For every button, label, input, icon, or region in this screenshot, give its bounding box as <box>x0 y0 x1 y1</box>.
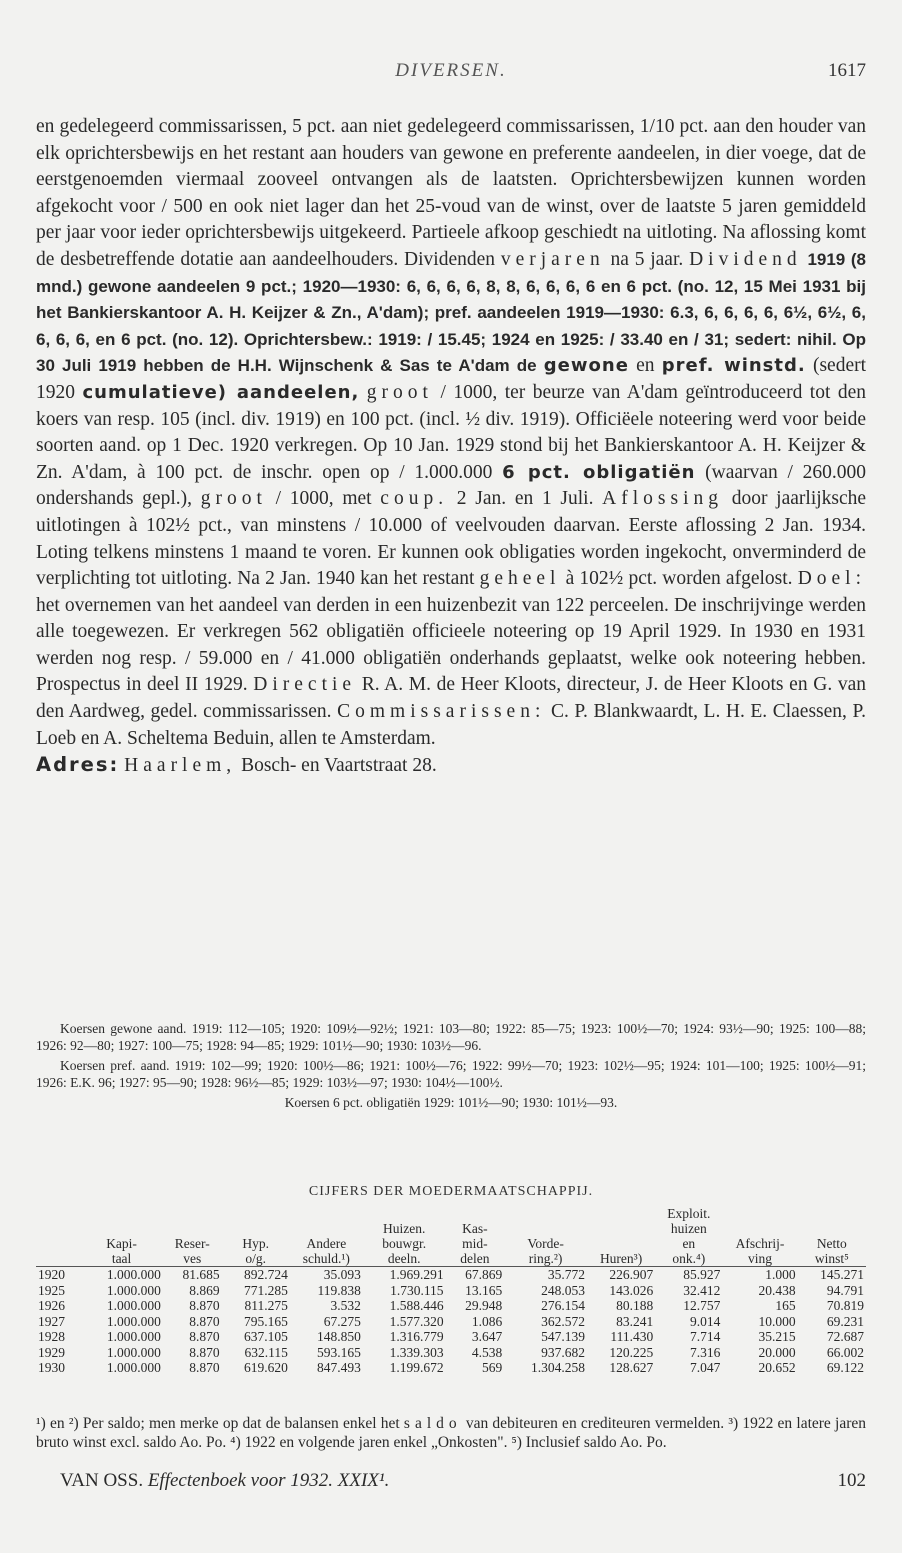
table-header-row <box>36 1206 866 1267</box>
table-cell: 69.122 <box>826 1360 864 1375</box>
row-year: 1928 <box>38 1329 65 1344</box>
text-run: C. P. Blankwaardt, L. H. E. Claessen, P. Loeb en A. Scheltema Beduin, allen te Amsterdam. <box>36 701 867 749</box>
spaced-term: coup. <box>380 488 449 510</box>
table-cell: 1.086 <box>471 1313 503 1329</box>
table-cell: 35.093 <box>323 1267 361 1282</box>
price-gewone <box>36 1020 866 1054</box>
table-cell: 165 <box>775 1298 796 1313</box>
table-cell: 29.948 <box>465 1298 503 1313</box>
volume: XXIX¹. <box>337 1470 390 1491</box>
price-oblig <box>36 1094 866 1111</box>
table-cell: 80.188 <box>616 1298 654 1313</box>
table-row <box>36 1298 866 1314</box>
text-run: à 102½ pct. worden afgelost. <box>565 568 793 590</box>
publisher: VAN OSS. <box>60 1470 144 1491</box>
column-header: Reser- ves <box>163 1206 222 1267</box>
page-footer <box>60 1470 866 1496</box>
table-cell: 1.000.000 <box>106 1344 161 1360</box>
table-cell: 4.538 <box>471 1344 503 1360</box>
table-row <box>36 1283 866 1299</box>
table-cell: 1.000.000 <box>106 1329 161 1344</box>
price-gewone-title: Koersen gewone aand. <box>60 1021 187 1036</box>
spaced-term: geheel <box>479 568 561 590</box>
column-header: Vorde- ring.²) <box>504 1206 587 1267</box>
table-cell: 1.000.000 <box>106 1313 161 1329</box>
text-run: R. A. M. de Heer Kloots, directeur, J. de Heer Kloots en G. van den Aardweg, gedel. commissarissen. <box>36 674 866 723</box>
table-cell: 35.772 <box>547 1267 585 1282</box>
table-cell: 1.577.320 <box>389 1313 444 1329</box>
column-header: Exploit. huizen en onk.⁴) <box>655 1206 722 1267</box>
row-year: 1925 <box>38 1282 65 1298</box>
table-cell: 795.165 <box>243 1313 288 1329</box>
table-cell: 7.316 <box>690 1344 721 1360</box>
row-year: 1929 <box>38 1344 65 1360</box>
table-cell: 3.647 <box>471 1329 503 1344</box>
table-cell: 248.053 <box>541 1282 585 1298</box>
table-row <box>36 1345 866 1361</box>
price-oblig-title: Koersen 6 pct. obligatiën <box>284 1095 421 1110</box>
table-cell: 1.730.115 <box>390 1282 444 1298</box>
book-title: Effectenboek voor 1932. <box>147 1470 334 1491</box>
running-head <box>36 60 866 88</box>
spaced-term: Dividend <box>689 248 802 270</box>
table-cell: 1.000.000 <box>106 1267 161 1282</box>
column-header: Kapi- taal <box>80 1206 163 1267</box>
table-cell: 1.969.291 <box>389 1267 444 1282</box>
table-cell: 637.105 <box>243 1329 288 1344</box>
column-header <box>36 1206 80 1267</box>
table-cell: 847.493 <box>316 1360 361 1375</box>
page-number: 1617 <box>828 60 866 81</box>
bold-term: pref. winstd. <box>661 355 806 377</box>
table-cell: 7.047 <box>690 1360 721 1375</box>
bold-term: 6 pct. obligatiën <box>502 461 696 483</box>
row-year: 1930 <box>38 1360 65 1375</box>
address-city: Haarlem, <box>124 755 237 777</box>
price-oblig-values: 1929: 101½—90; 1930: 101½—93. <box>423 1095 618 1110</box>
table-cell: 119.838 <box>317 1282 361 1298</box>
address-label: Adres: <box>36 753 120 777</box>
table-cell: 32.412 <box>683 1282 721 1298</box>
table-cell: 7.714 <box>690 1329 721 1344</box>
table-cell: 83.241 <box>616 1313 654 1329</box>
price-gewone-values: 1919: 112—105; 1920: 109½—92½; 1921: 103—80; 1922: 85—75; 1923: 100½—70; 1924: 93½—90; 1925: 100—88; 1926: 92—80; 1927: 100—75; 1928: 94—85; 1929: 101½—90; 1930: 103½—96. <box>36 1021 867 1053</box>
table-cell: 20.438 <box>758 1282 796 1298</box>
table-row <box>36 1314 866 1330</box>
row-year: 1920 <box>38 1267 65 1282</box>
table-cell: 143.026 <box>609 1282 654 1298</box>
column-header: Netto winst⁵ <box>798 1206 866 1267</box>
table-cell: 8.870 <box>189 1360 220 1375</box>
table-cell: 569 <box>481 1360 503 1375</box>
text-run: het overnemen van het aandeel van derden in een huizenbezit van 122 perceelen. De inschrijvinge werden alle toegewezen. Er verkregen 562 obligatiën officieele noteering op 19 April 1929. In 1930 en 1931 werden nog resp. / 59.000 en / 41.000 obligatiën onderhands geplaatst, welke ook noteering hebben. Prospectus in deel II 1929. <box>36 594 866 696</box>
table-cell: 72.687 <box>826 1329 864 1344</box>
footnote-spaced-term: saldo <box>403 1415 462 1432</box>
table-cell: 1.339.303 <box>389 1344 444 1360</box>
table-cell: 1.000.000 <box>106 1360 161 1375</box>
table-cell: 35.215 <box>758 1329 796 1344</box>
text-run: (sedert 1920 <box>36 355 867 403</box>
bold-term: cumulatieve) aandeelen, <box>82 381 360 403</box>
spaced-term: groot <box>200 488 267 510</box>
table-title: CIJFERS DER MOEDERMAATSCHAPPIJ. <box>308 1184 594 1199</box>
table-cell: 1.000.000 <box>106 1298 161 1313</box>
price-pref-title: Koersen pref. aand. <box>60 1058 170 1073</box>
footer-left <box>60 1470 389 1492</box>
table-cell: 8.870 <box>189 1344 220 1360</box>
table-cell: 8.870 <box>189 1313 220 1329</box>
column-header: Andere schuld.¹) <box>290 1206 363 1267</box>
table-cell: 937.682 <box>541 1344 585 1360</box>
spaced-term: Doel: <box>797 568 867 590</box>
table-cell: 8.870 <box>189 1298 220 1313</box>
footer-page-number: 102 <box>837 1470 866 1491</box>
column-header: Huren³) <box>587 1206 655 1267</box>
address-line <box>36 752 866 780</box>
company-description <box>36 114 866 780</box>
column-header: Afschrij- ving <box>722 1206 797 1267</box>
spaced-term: verjaren <box>500 248 605 270</box>
table-cell: 1.588.446 <box>389 1298 444 1313</box>
table-cell: 70.819 <box>826 1298 864 1313</box>
spaced-term: Commissarissen: <box>337 701 546 723</box>
table-body <box>36 1267 866 1376</box>
table-cell: 1.316.779 <box>389 1329 444 1344</box>
table-cell: 12.757 <box>683 1298 721 1313</box>
table-cell: 619.620 <box>243 1360 288 1375</box>
table-cell: 8.869 <box>189 1282 220 1298</box>
table-row <box>36 1267 866 1283</box>
spaced-term: Aflossing <box>602 488 724 510</box>
text-run: na 5 jaar. <box>610 248 684 270</box>
footnotes <box>36 1414 866 1452</box>
footnote-text: ¹) en ²) Per saldo; men merke op dat de balansen enkel het <box>36 1415 400 1432</box>
table-cell: 1.199.672 <box>389 1360 444 1375</box>
spaced-term: Directie <box>253 674 357 696</box>
table-cell: 593.165 <box>316 1344 361 1360</box>
table-cell: 94.791 <box>826 1282 864 1298</box>
row-year: 1926 <box>38 1298 65 1313</box>
table-cell: 276.154 <box>541 1298 585 1313</box>
price-pref <box>36 1057 866 1091</box>
table-cell: 8.870 <box>189 1329 220 1344</box>
footnote-text: van debiteuren en crediteuren vermelden. ³) 1922 en latere jaren bruto winst excl. saldo Ao. Po. ⁴) 1922 en volgende jaren enkel „Onkosten". ⁵) Inclusief saldo Ao. Po. <box>36 1415 866 1451</box>
table-cell: 771.285 <box>243 1282 288 1298</box>
table-cell: 66.002 <box>826 1344 864 1360</box>
bold-term: gewone <box>543 355 629 377</box>
price-history <box>36 1020 866 1114</box>
column-header: Huizen. bouwgr. deeln. <box>363 1206 446 1267</box>
financial-table <box>36 1206 866 1376</box>
table-cell: 120.225 <box>609 1344 654 1360</box>
spaced-term: groot <box>366 381 433 403</box>
table-cell: 362.572 <box>541 1313 585 1329</box>
address-street: Bosch- en Vaartstraat 28. <box>241 755 437 777</box>
table-cell: 128.627 <box>609 1360 654 1375</box>
column-header: Kas- mid- delen <box>446 1206 505 1267</box>
table-cell: 10.000 <box>758 1313 796 1329</box>
table-cell: 811.275 <box>244 1298 288 1313</box>
text-run: door jaarlijksche uitlotingen à 102½ pct., van minstens / 10.000 of veelvouden daarvan. Eerste aflossing 2 Jan. 1934. Loting telkens minstens 1 maand te voren. Er kunnen ook obligaties worden ingekocht, onverminderd de verplichting tot uitloting. Na 2 Jan. 1940 kan het restant <box>36 488 867 590</box>
table-cell: 111.430 <box>610 1329 654 1344</box>
table-cell: 20.652 <box>758 1360 796 1375</box>
table-cell: 892.724 <box>243 1267 288 1282</box>
text-run: en gedelegeerd commissarissen, 5 pct. aan niet gedelegeerd commissarissen, 1/10 pct. aan den houder van elk oprichtersbewijs en het restant aan houders van gewone en preferente aandeelen, in dier voege, dat de eerstgenoemden viermaal zooveel ontvangen als de laatsten. Oprichtersbewijzen kunnen worden afgekocht voor / 500 en ook niet lager dan het 25-voud van de winst, over de laatste 5 jaren gemiddeld per jaar voor ieder oprichtersbewijs uitgekeerd. Partieele afkoop geschiedt na uitloting. Na aflossing komt de desbetreffende dotatie aan aandeelhouders. Dividenden <box>36 116 866 270</box>
text-run: / 1000, ter beurze van A'dam geïntroduceerd tot den koers van resp. 105 (incl. div. 1919) en 100 pct. (incl. ½ div. 1919). Officiëele noteering werd voor beide soorten aand. op 1 Dec. 1920 verkregen. Op 10 Jan. 1929 stond bij het Bankierskantoor A. H. Keijzer & Zn. A'dam, à 100 pct. de inschr. open op / 1.000.000 <box>36 381 867 483</box>
text-run: 2 Jan. en 1 Juli. <box>456 488 594 510</box>
table-row <box>36 1329 866 1345</box>
text-run: en <box>636 355 655 377</box>
table-cell: 81.685 <box>182 1267 220 1282</box>
text-run: / 1000, met <box>275 488 372 510</box>
table-cell: 13.165 <box>465 1282 503 1298</box>
table-cell: 85.927 <box>683 1267 721 1282</box>
table-cell: 547.139 <box>541 1329 585 1344</box>
row-year: 1927 <box>38 1313 65 1329</box>
table-cell: 632.115 <box>244 1344 288 1360</box>
table-cell: 20.000 <box>758 1344 796 1360</box>
table-cell: 148.850 <box>316 1329 361 1344</box>
table-cell: 69.231 <box>826 1313 864 1329</box>
text-run: (waarvan / 260.000 ondershands gepl.), <box>36 461 867 510</box>
table-cell: 67.275 <box>323 1313 361 1329</box>
table-cell: 226.907 <box>609 1267 654 1282</box>
table-cell: 1.000.000 <box>106 1282 161 1298</box>
table-cell: 3.532 <box>330 1298 361 1313</box>
table-cell: 9.014 <box>690 1313 721 1329</box>
table-cell: 145.271 <box>820 1267 864 1282</box>
column-header: Hyp. o/g. <box>222 1206 290 1267</box>
section-title: DIVERSEN. <box>395 60 507 81</box>
table-cell: 1.000 <box>765 1267 796 1282</box>
table-cell: 1.304.258 <box>530 1360 585 1375</box>
price-pref-values: 1919: 102—99; 1920: 100½—86; 1921: 100½—76; 1922: 99½—70; 1923: 102½—95; 1924: 101—100; 1925: 100½—91; 1926: E.K. 96; 1927: 95—90; 1928: 96½—85; 1929: 103½—97; 1930: 104½—100½. <box>36 1058 867 1090</box>
table-cell: 67.869 <box>465 1267 503 1282</box>
text-run-bold: 1919 (8 mnd.) gewone aandeelen 9 pct.; 1920—1930: 6, 6, 6, 6, 8, 8, 6, 6, 6, 6 en 6 pct. (no. 12, 15 Mei 1931 bij het Bankierskantoor A. H. Keijzer & Zn., A'dam); pref. aandeelen 1919—1930: 6.3, 6, 6, 6, 6, 6½, 6½, 6, 6, 6, 6, en 6 pct. (no. 12). Oprichtersbew.: 1919: / 15.45; 1924 en 1925: / 33.40 en / 31; sedert: nihil. Op 30 Juli 1919 hebben de H.H. Wijnschenk & Sas te A'dam de <box>36 249 867 376</box>
table-row <box>36 1360 866 1376</box>
